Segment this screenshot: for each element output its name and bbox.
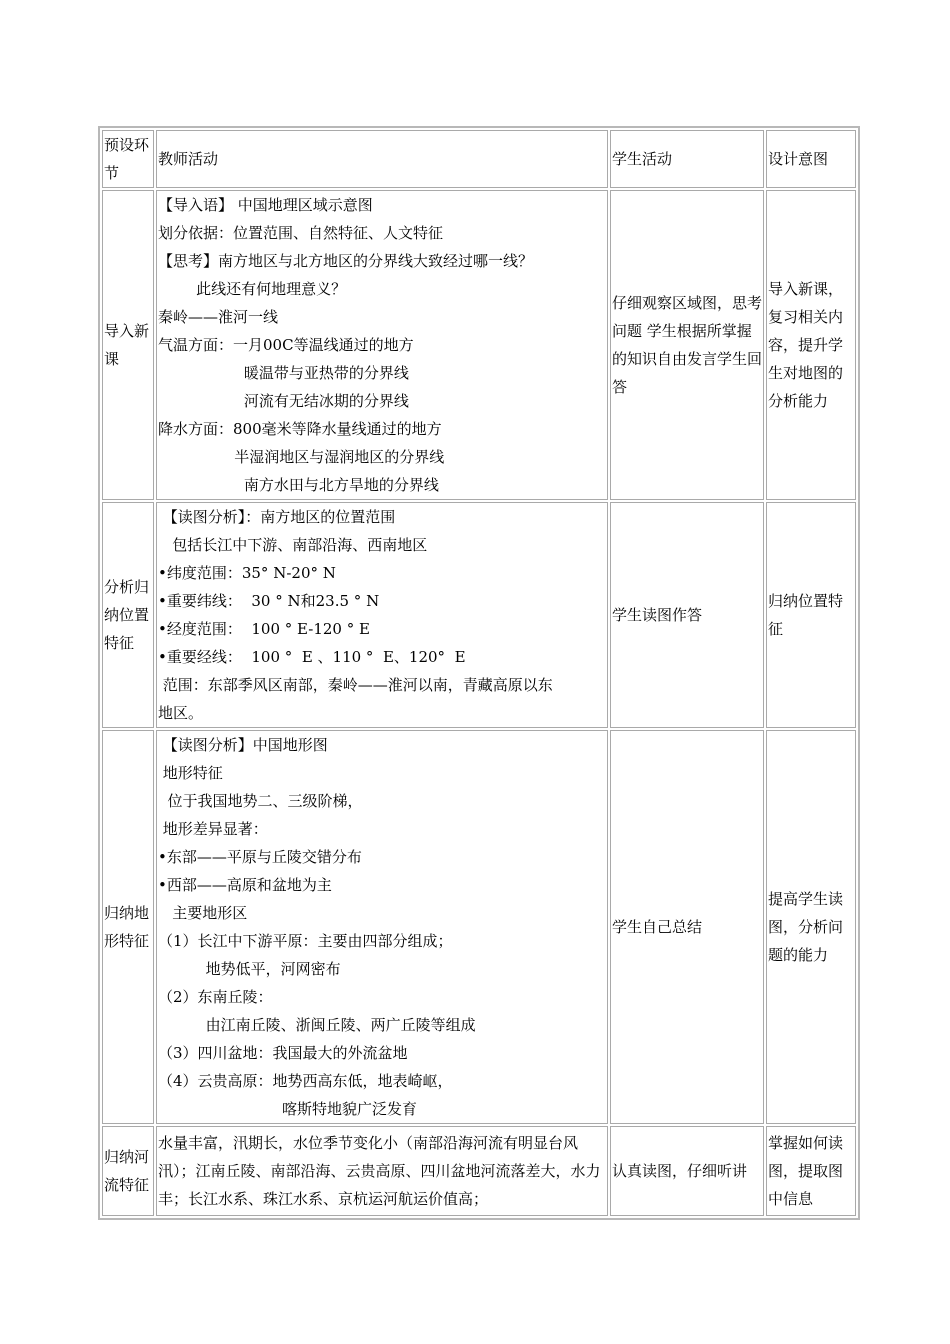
table-row	[102, 190, 856, 500]
table-header-row	[102, 130, 856, 188]
row-student-activity: 学生自己总结	[610, 730, 764, 1124]
teacher-line: 【导入语】 中国地理区域示意图	[158, 196, 373, 214]
row-stage: 导入新课	[102, 190, 154, 500]
teacher-line: •纬度范围：35° N-20° N	[158, 564, 336, 582]
teacher-line: •东部——平原与丘陵交错分布	[158, 848, 362, 866]
row-teacher-activity	[156, 730, 608, 1124]
teacher-line: 秦岭——淮河一线	[158, 308, 279, 326]
row-design-intent: 归纳位置特征	[766, 502, 856, 728]
row-teacher-activity	[156, 190, 608, 500]
teacher-line: 河流有无结冰期的分界线	[158, 392, 409, 410]
teacher-line: 喀斯特地貌广泛发育	[158, 1100, 417, 1118]
lesson-plan-table	[98, 126, 860, 1220]
teacher-line: 由江南丘陵、浙闽丘陵、两广丘陵等组成	[158, 1016, 476, 1034]
table-row	[102, 502, 856, 728]
row-stage: 分析归纳位置特征	[102, 502, 154, 728]
teacher-line: 地形特征	[158, 764, 223, 782]
teacher-line: 气温方面：一月00C等温线通过的地方	[158, 336, 414, 354]
teacher-line: 地势低平，河网密布	[158, 960, 341, 978]
teacher-line: 【思考】南方地区与北方地区的分界线大致经过哪一线？	[158, 252, 534, 270]
row-student-activity: 学生读图作答	[610, 502, 764, 728]
teacher-line: 范围：东部季风区南部，秦岭——淮河以南，青藏高原以东	[158, 676, 553, 694]
table-row	[102, 1126, 856, 1216]
teacher-line: 划分依据：位置范围、自然特征、人文特征	[158, 224, 444, 242]
row-design-intent: 提高学生读图，分析问题的能力	[766, 730, 856, 1124]
table-row	[102, 730, 856, 1124]
teacher-line: •西部——高原和盆地为主	[158, 876, 332, 894]
teacher-line: 【读图分析】：南方地区的位置范围	[158, 508, 396, 526]
header-stage: 预设环节	[102, 130, 154, 188]
teacher-line: 地区。	[158, 704, 204, 722]
teacher-line: 位于我国地势二、三级阶梯，	[158, 792, 363, 810]
teacher-line: 暖温带与亚热带的分界线	[158, 364, 409, 382]
lesson-plan-page	[98, 126, 852, 1220]
row-student-activity: 仔细观察区域图，思考问题 学生根据所掌握的知识自由发言学生回答	[610, 190, 764, 500]
teacher-line: 南方水田与北方旱地的分界线	[158, 476, 439, 494]
teacher-line: •经度范围： 100 ° E-120 ° E	[158, 620, 370, 638]
header-teacher-activity: 教师活动	[156, 130, 608, 188]
row-design-intent: 掌握如何读图，提取图中信息	[766, 1126, 856, 1216]
teacher-line: （1）长江中下游平原：主要由四部分组成；	[158, 932, 453, 950]
teacher-paragraph: 水量丰富，汛期长，水位季节变化小（南部沿海河流有明显台风汛）；江南丘陵、南部沿海、云贵高原、四川盆地河流落差大，水力丰；长江水系、珠江水系、京杭运河航运价值高；	[158, 1134, 601, 1208]
teacher-line: 此线还有何地理意义？	[158, 280, 347, 298]
teacher-line: 地形差异显著：	[158, 820, 268, 838]
teacher-line: •重要纬线： 30 ° N和23.5 ° N	[158, 592, 380, 610]
teacher-line: （2）东南丘陵：	[158, 988, 273, 1006]
teacher-line: 半湿润地区与湿润地区的分界线	[158, 448, 445, 466]
header-student-activity: 学生活动	[610, 130, 764, 188]
teacher-line: 包括长江中下游、南部沿海、西南地区	[158, 536, 428, 554]
teacher-line: 【读图分析】中国地形图	[158, 736, 328, 754]
header-design-intent: 设计意图	[766, 130, 856, 188]
row-teacher-activity	[156, 502, 608, 728]
row-stage: 归纳地形特征	[102, 730, 154, 1124]
teacher-line: （3）四川盆地：我国最大的外流盆地	[158, 1044, 408, 1062]
row-teacher-activity	[156, 1126, 608, 1216]
row-student-activity: 认真读图，仔细听讲	[610, 1126, 764, 1216]
row-design-intent: 导入新课，复习相关内容，提升学生对地图的分析能力	[766, 190, 856, 500]
teacher-line: 降水方面：800毫米等降水量线通过的地方	[158, 420, 442, 438]
row-stage: 归纳河流特征	[102, 1126, 154, 1216]
teacher-line: （4）云贵高原：地势西高东低，地表崎岖，	[158, 1072, 453, 1090]
teacher-line: 主要地形区	[158, 904, 248, 922]
teacher-line: •重要经线： 100 ° E 、110 ° E、120° E	[158, 648, 466, 666]
